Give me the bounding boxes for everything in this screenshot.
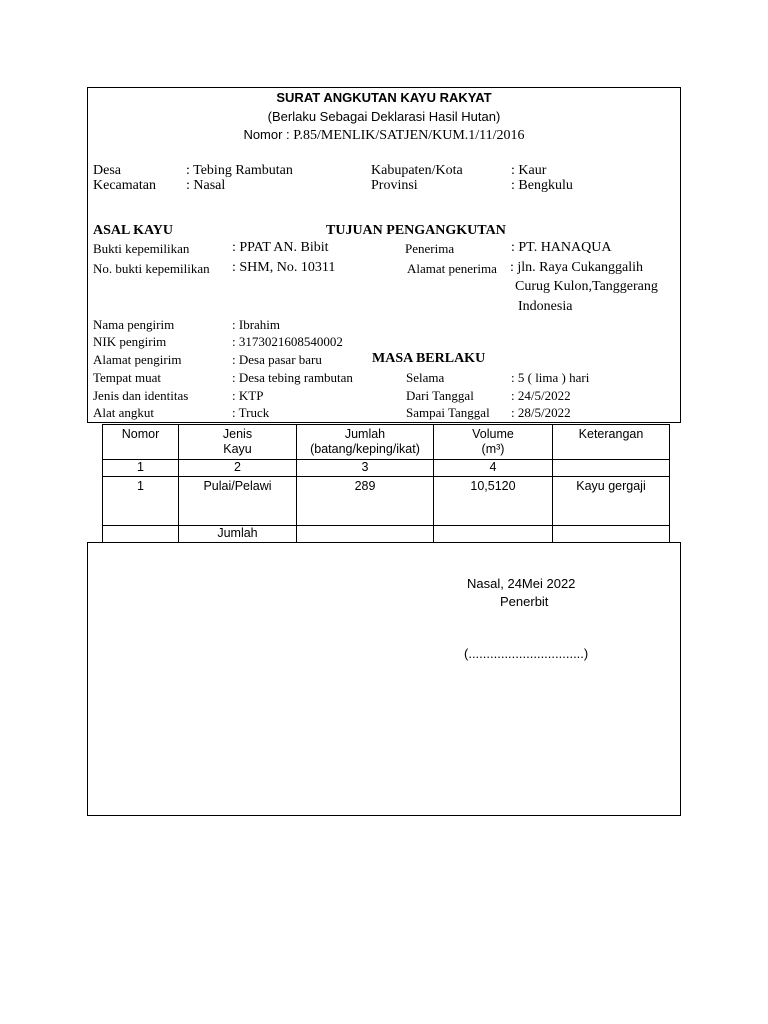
signature-role: Penerbit [500, 594, 549, 609]
nik-pengirim-value: : 3173021608540002 [232, 334, 343, 349]
document-subtitle: (Berlaku Sebagai Deklarasi Hasil Hutan) [267, 109, 501, 124]
kabupaten-label: Kabupaten/Kota [371, 163, 463, 178]
alamat-pengirim-label: Alamat pengirim [93, 352, 182, 367]
row-keterangan: Kayu gergaji [553, 477, 670, 526]
signature-box [87, 542, 681, 816]
provinsi-value: : Bengkulu [511, 178, 573, 193]
alamat-pengirim-value: : Desa pasar baru [232, 352, 322, 367]
header-nomor: Nomor [103, 425, 179, 460]
alamat-penerima-label: Alamat penerima [407, 261, 497, 276]
table-row [103, 477, 670, 526]
signature-blank-line: (................................) [464, 646, 589, 661]
document-number [87, 128, 681, 143]
bukti-label: Bukti kepemilikan [93, 241, 190, 256]
jenis-identitas-value: : KTP [232, 388, 264, 403]
desa-label: Desa [93, 163, 121, 178]
row-nomor: 1 [103, 477, 179, 526]
alamat-penerima-line1: : jln. Raya Cukanggalih [510, 260, 643, 275]
row-jumlah: 289 [297, 477, 434, 526]
no-bukti-label: No. bukti kepemilikan [93, 261, 210, 276]
document-title: SURAT ANGKUTAN KAYU RAKYAT [276, 90, 492, 105]
tujuan-heading: TUJUAN PENGANGKUTAN [326, 223, 506, 238]
selama-label: Selama [406, 370, 445, 385]
total-jumlah-cell [297, 526, 434, 543]
table-header-row [103, 425, 670, 460]
asal-kayu-heading: ASAL KAYU [93, 223, 174, 238]
provinsi-label: Provinsi [371, 178, 418, 193]
alat-angkut-value: : Truck [232, 405, 270, 420]
total-volume-cell [434, 526, 553, 543]
index-cell: 4 [434, 460, 553, 477]
signature-place-date: Nasal, 24Mei 2022 [467, 576, 576, 591]
index-cell: 2 [179, 460, 297, 477]
kabupaten-value: : Kaur [511, 163, 547, 178]
alamat-penerima-line2: Curug Kulon,Tanggerang [515, 279, 658, 294]
index-cell [553, 460, 670, 477]
total-empty-cell [103, 526, 179, 543]
kecamatan-value: : Nasal [186, 178, 226, 193]
nomor-label: Nomor : [243, 127, 294, 142]
row-jenis-kayu: Pulai/Pelawi [179, 477, 297, 526]
total-keterangan-cell [553, 526, 670, 543]
table-index-row [103, 460, 670, 477]
alamat-penerima-line3: Indonesia [518, 299, 573, 314]
dari-tanggal-value: : 24/5/2022 [511, 388, 571, 403]
index-cell: 3 [297, 460, 434, 477]
alat-angkut-label: Alat angkut [93, 405, 155, 420]
kayu-table [102, 424, 670, 543]
bukti-value: : PPAT AN. Bibit [232, 240, 329, 255]
tempat-muat-label: Tempat muat [93, 370, 162, 385]
tempat-muat-value: : Desa tebing rambutan [232, 370, 353, 385]
selama-value: : 5 ( lima ) hari [511, 370, 590, 385]
nama-pengirim-label: Nama pengirim [93, 317, 175, 332]
desa-value: : Tebing Rambutan [186, 163, 293, 178]
kecamatan-label: Kecamatan [93, 178, 156, 193]
penerima-label: Penerima [405, 241, 455, 256]
masa-berlaku-heading: MASA BERLAKU [372, 351, 486, 366]
sampai-tanggal-label: Sampai Tanggal [406, 405, 490, 420]
nik-pengirim-label: NIK pengirim [93, 334, 167, 349]
row-volume: 10,5120 [434, 477, 553, 526]
sampai-tanggal-value: : 28/5/2022 [511, 405, 571, 420]
penerima-value: : PT. HANAQUA [511, 240, 612, 255]
no-bukti-value: : SHM, No. 10311 [232, 260, 336, 275]
jenis-identitas-label: Jenis dan identitas [93, 388, 189, 403]
table-total-row [103, 526, 670, 543]
total-label: Jumlah [179, 526, 297, 543]
dari-tanggal-label: Dari Tanggal [406, 388, 474, 403]
header-jenis-kayu: Jenis Kayu [179, 425, 297, 460]
header-keterangan: Keterangan [553, 425, 670, 460]
nama-pengirim-value: : Ibrahim [232, 317, 281, 332]
header-volume: Volume (m³) [434, 425, 553, 460]
index-cell: 1 [103, 460, 179, 477]
nomor-value: P.85/MENLIK/SATJEN/KUM.1/11/2016 [293, 128, 525, 143]
header-jumlah: Jumlah (batang/keping/ikat) [297, 425, 434, 460]
